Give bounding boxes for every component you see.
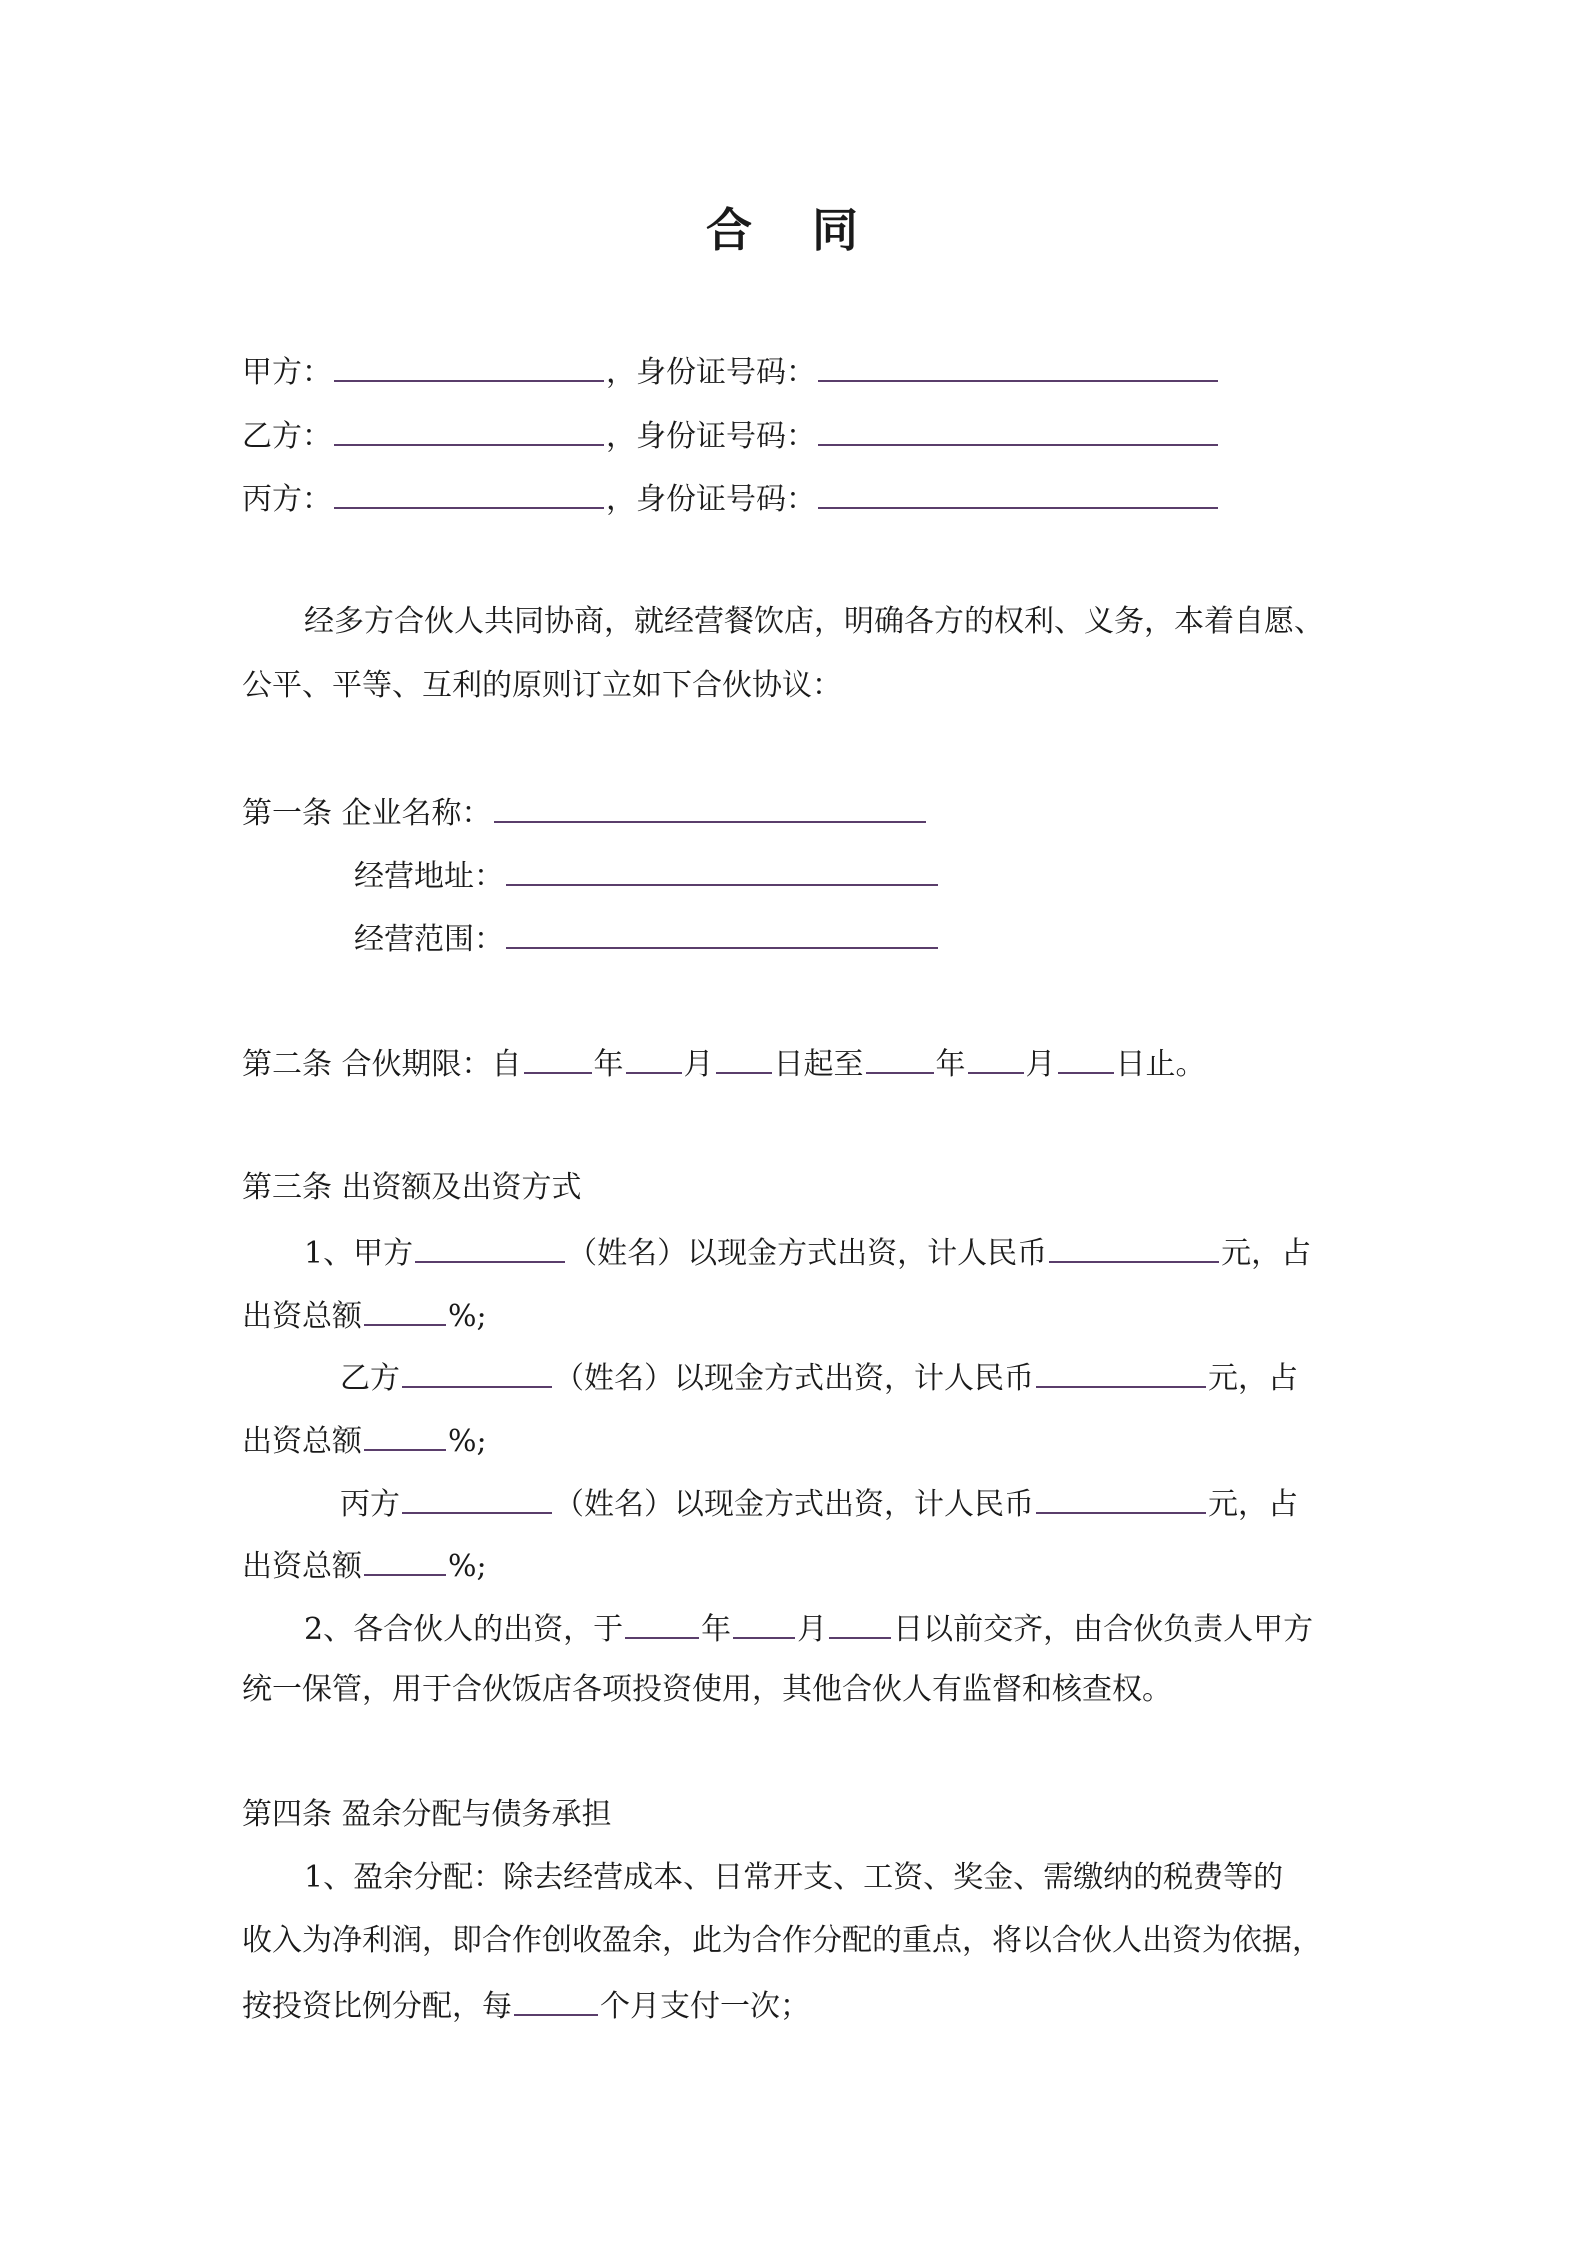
name-mid-text: （姓名）以现金方式出资，计人民币 <box>567 1236 1048 1271</box>
party-c-line <box>242 477 1220 520</box>
party-a-line <box>242 350 1220 393</box>
art3-p2-line2: 统一保管，用于合伙饭店各项投资使用，其他合伙人有监督和核查权。 <box>242 1672 1172 1707</box>
start-day-blank[interactable] <box>716 1042 772 1074</box>
art4-l3-prefix: 按投资比例分配，每 <box>242 1989 512 2024</box>
art4-line-2: 收入为净利润，即合作创收盈余，此为合作分配的重点，将以合伙人出资为依据， <box>242 1923 1322 1958</box>
document-title: 合 同 <box>705 203 880 257</box>
party-c-investor-blank[interactable] <box>402 1482 552 1514</box>
party-a-investor-blank[interactable] <box>415 1231 565 1263</box>
yuan-text: 元，占 <box>1208 1361 1298 1396</box>
intro-line-1: 经多方合伙人共同协商，就经营餐饮店，明确各方的权利、义务，本着自愿、 <box>304 604 1324 639</box>
year-label: 年 <box>701 1612 732 1647</box>
name-mid-text: （姓名）以现金方式出资，计人民币 <box>554 1361 1034 1396</box>
art3-head: 第三条 出资额及出资方式 <box>242 1170 582 1205</box>
art3-a-line <box>304 1231 1311 1274</box>
percent-suffix: %; <box>448 1299 487 1334</box>
month-label: 月 <box>683 1047 714 1082</box>
deadline-year-blank[interactable] <box>625 1607 699 1639</box>
party-b-name-blank[interactable] <box>334 414 604 446</box>
company-name-blank[interactable] <box>494 791 926 823</box>
party-a-share-blank[interactable] <box>364 1294 446 1326</box>
month-label: 月 <box>797 1612 828 1647</box>
yuan-text: 元，占 <box>1221 1236 1312 1271</box>
percent-suffix: %; <box>448 1549 487 1584</box>
address-blank[interactable] <box>506 854 938 886</box>
party-a-amount-blank[interactable] <box>1049 1231 1219 1263</box>
art1-scope-label: 经营范围： <box>354 922 504 957</box>
end-day-blank[interactable] <box>1058 1042 1114 1074</box>
name-mid-text: （姓名）以现金方式出资，计人民币 <box>554 1487 1034 1522</box>
party-a-id-label: ，身份证号码： <box>606 355 816 390</box>
party-b-share-blank[interactable] <box>364 1419 446 1451</box>
party-c-id-blank[interactable] <box>818 477 1218 509</box>
party-a-label: 甲方： <box>242 355 332 390</box>
art4-line-1: 1、盈余分配：除去经营成本、日常开支、工资、奖金、需缴纳的税费等的 <box>304 1860 1284 1895</box>
end-month-blank[interactable] <box>968 1042 1024 1074</box>
art1-addr-line <box>354 854 940 897</box>
party-a-id-blank[interactable] <box>818 350 1218 382</box>
total-prefix: 出资总额 <box>242 1549 362 1584</box>
art3-b-prefix: 乙方 <box>340 1361 400 1396</box>
total-prefix: 出资总额 <box>242 1299 362 1334</box>
art4-line-3 <box>242 1984 810 2027</box>
art3-a-prefix: 1、甲方 <box>304 1236 414 1271</box>
party-b-amount-blank[interactable] <box>1036 1356 1206 1388</box>
art1-head: 第一条 企业名称： <box>242 796 492 831</box>
party-c-id-label: ，身份证号码： <box>606 482 816 517</box>
art3-c-line <box>340 1482 1298 1525</box>
party-b-id-blank[interactable] <box>818 414 1218 446</box>
party-a-name-blank[interactable] <box>334 350 604 382</box>
party-c-label: 丙方： <box>242 482 332 517</box>
art4-head: 第四条 盈余分配与债务承担 <box>242 1797 612 1832</box>
party-b-label: 乙方： <box>242 419 332 454</box>
art2-head: 第二条 合伙期限：自 <box>242 1047 522 1082</box>
art3-p2-day-text: 日以前交齐，由合伙负责人甲方 <box>893 1612 1314 1647</box>
yuan-text: 元，占 <box>1208 1487 1298 1522</box>
art2-line <box>242 1042 1206 1085</box>
art1-scope-line <box>354 917 940 960</box>
start-month-blank[interactable] <box>626 1042 682 1074</box>
year-label: 年 <box>593 1047 624 1082</box>
percent-suffix: %; <box>448 1424 487 1459</box>
art1-name-line <box>242 791 928 834</box>
party-b-investor-blank[interactable] <box>402 1356 552 1388</box>
deadline-month-blank[interactable] <box>733 1607 795 1639</box>
year-label: 年 <box>935 1047 966 1082</box>
total-prefix: 出资总额 <box>242 1424 362 1459</box>
art3-c-total-line <box>242 1544 487 1587</box>
day-start-label: 日起至 <box>773 1047 864 1082</box>
day-end-label: 日止。 <box>1115 1047 1206 1082</box>
party-c-name-blank[interactable] <box>334 477 604 509</box>
party-b-id-label: ，身份证号码： <box>606 419 816 454</box>
art3-b-line <box>340 1356 1298 1399</box>
art3-p2-prefix: 2、各合伙人的出资，于 <box>304 1612 624 1647</box>
party-b-line <box>242 414 1220 457</box>
deadline-day-blank[interactable] <box>829 1607 891 1639</box>
art1-addr-label: 经营地址： <box>354 859 504 894</box>
art3-p2-line <box>304 1607 1313 1650</box>
art3-a-total-line <box>242 1294 487 1337</box>
art3-b-total-line <box>242 1419 487 1462</box>
party-c-share-blank[interactable] <box>364 1544 446 1576</box>
start-year-blank[interactable] <box>524 1042 592 1074</box>
art4-l3-suffix: 个月支付一次； <box>600 1989 810 2024</box>
art3-c-prefix: 丙方 <box>340 1487 400 1522</box>
payment-interval-blank[interactable] <box>514 1984 598 2016</box>
month-label: 月 <box>1025 1047 1056 1082</box>
party-c-amount-blank[interactable] <box>1036 1482 1206 1514</box>
end-year-blank[interactable] <box>866 1042 934 1074</box>
intro-line-2: 公平、平等、互利的原则订立如下合伙协议： <box>242 668 842 703</box>
scope-blank[interactable] <box>506 917 938 949</box>
